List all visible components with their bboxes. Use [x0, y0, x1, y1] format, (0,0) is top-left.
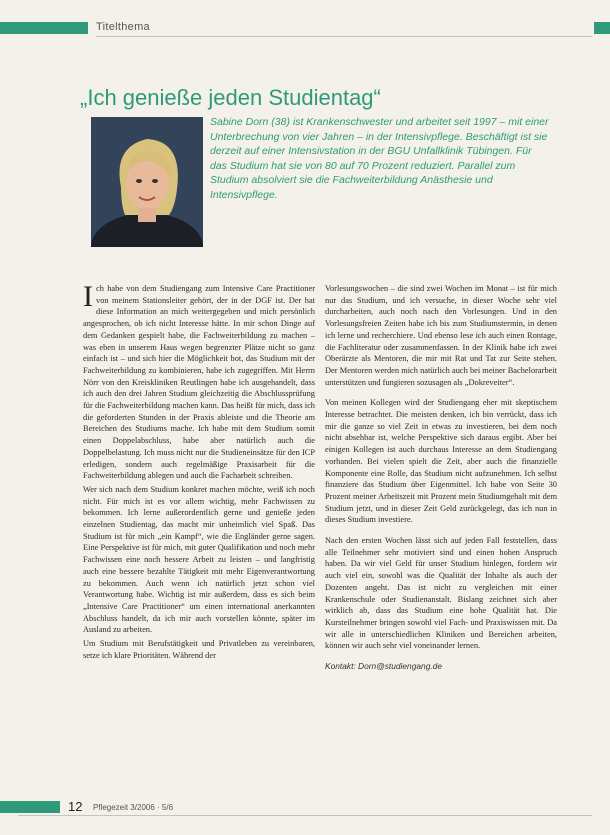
journal-name: Pflegezeit 3/2006 · 5/6: [93, 803, 174, 812]
article-column-right: [325, 283, 557, 673]
article-headline: „Ich genieße jeden Studientag“: [80, 84, 381, 110]
intro-text: Sabine Dorn (38) ist Krankenschwester und arbeitet seit 1997 – mit einer Unterbrechung von vier Jahren – in der Intensivpflege. Beschäftigt ist sie derzeit auf einer Intensivstation in der BGU Unfallklinik Tübingen. Für das Studium hat sie von 80 auf 70 Prozent reduziert. Parallel zum Studium absolviert sie die Fachweiterbildung Anästhesie und Intensivpflege.: [210, 116, 549, 201]
header-divider: [96, 36, 592, 37]
contact-credit: Kontakt: Dorn@studiengang.de: [325, 661, 442, 672]
article-intro: [210, 115, 550, 203]
footer-divider: [18, 815, 592, 816]
article-column-left: [83, 280, 315, 664]
page-number: 12: [68, 799, 83, 814]
portrait-photo: [91, 117, 203, 247]
section-color-bar-right: [594, 22, 610, 34]
portrait-image: [91, 117, 203, 247]
article-paragraph: Wer sich nach dem Studium konkret machen möchte, weiß ich noch nicht. Für mich ist es vor allem wichtig, mehr Fachwissen zu bekommen. Ich lerne außerordentlich gerne und genieße jeden einzelnen Studientag, das macht mir unheimlich viel Spaß. Das Studium ist für mich „ein Kampf“, wie die Engländer gerne sagen. Eine Perspektive ist für mich, mit guter Qualifikation und noch mehr Fachwissen eine noch bessere Arbeit zu leisten – und langfristig auch eine bessere bezahlte Tätigkeit mit mehr Eigenverantwortung zu bekommen. Auch wenn ich natürlich jetzt schon viel Verantwortung habe. Wichtig ist mir außerdem, dass es sich beim „Intensive Care Practitioner“ um einen international anerkannten Abschluss handelt, da ich mir auch vorstellen könnte, später im Ausland zu arbeiten.: [83, 484, 315, 635]
paragraph-text: ch habe von dem Studiengang zum Intensive Care Practitioner von meinem Stationsleiter gehört, der in der DGF ist. Der hat diese Information an mich weitergegeben und mich persönlich angesprochen, ob ich nicht Interesse hätte. In mir schon Dinge auf dem Gedanken gespielt habe, die Fachweiterbildung zu machen – was eben in unserem Haus wegen begrenzter Plätze nicht so ganz einfach ist – und sich hier die Möglichkeit bot, das Studium mit der Fachweiterbildung zu kombinieren, habe ich zugegriffen. Mit Herrn Nörr von den Kreiskliniken Reutlingen habe ich ausgehandelt, dass ich auch den drei Jahren Studium gleichzeitig die Abschlussprüfung für die Fachweiterbildung machen kann. Das heißt für mich, dass ich die geforderten Stunden in der Praxis ableiste und die Theorie am Bereichen des Studiums mache. Ich habe mit dem Studium somit einen Doppelabschluss, habe aber natürlich auch die Doppelbelastung. Ich muss nicht nur die Studieneinsätze für den ICP erledigen, sondern auch regelmäßige Praxisarbeit für die Fachweiterbildung ablegen und auch die Facharbeit schreiben.: [83, 284, 315, 481]
section-label: Titelthema: [96, 21, 150, 33]
article-paragraph: Nach den ersten Wochen lässt sich auf jeden Fall feststellen, dass alle Teilnehmer sehr motiviert sind und einen hohen Anspruch haben. Da wir viel Geld für unser Studium hinlegen, fordern wir auch viel ein, sowohl was die Qualität der Inhalte als auch der Dozenten angeht. Das ist nicht zu vergleichen mit einer Krankenschule oder Studienanstalt. Bislang zeichnet sich aber wirklich ab, dass das Studium eine hohe Qualität hat. Die Kursteilnehmer bringen sowohl viel Fach- und Praxiswissen mit. Da wir alle in unterschiedlichen Kliniken und Bereichen arbeiten, können wir auch sehr viel voneinander lernen.: [325, 536, 557, 651]
footer-color-bar: [0, 801, 60, 813]
section-color-bar: [0, 22, 88, 34]
article-paragraph: Vorlesungswochen – die sind zwei Wochen im Monat – ist für mich nur das Studium, und ich versuche, in dieser Woche sehr viel durcharbeiten, auch noch nach den Vorlesungen. Und in den Vorlesungsfreien Zeiten habe ich bis zum Studiumstermin, in denen ich lerne und recherchiere. Und ebenso lese ich auch einen Rontage, die Fachliteratur oder zusammenfassen. In der Klinik habe ich zwei Oberärzte als Mentoren, die mir mit Rat und Tat zur Seite stehen. Der Mentoren werden mich natürlich auch bei meiner Bachelorarbeit unterstützen und fungieren sozusagen als „Dokreveiter“.: [325, 284, 557, 387]
article-paragraph: Von meinen Kollegen wird der Studiengang eher mit skeptischem Interesse betrachtet. Die meisten denken, ich bin verrückt, dass ich mir die ganze so viel Zeit in etwas zu investieren, bei dem noch nicht absehbar ist, welche Perspektive sich daraus ergibt. Aber bei einigen Kollegen ist auch durchaus Interesse an dem Studiengang vorhanden. Bei vielen spielt die Zeit, aber auch die finanzielle Komponente eine Rolle, das Studium nicht aufzunehmen. Ich selbst finanziere das Studium über Eigenmittel. Ich habe von Seite 30 Prozent meiner Arbeitszeit mit Prozent mein Studiumgehalt mit dem Studium jetzt, und in dieser Zeit Geld zurückgelegt, das ich nun in dieses Studium investiere.: [325, 398, 557, 525]
article-paragraph: Um Studium mit Berufstätigkeit und Privatleben zu vereinbaren, setze ich klare Prioritäten. Während der: [83, 639, 315, 660]
article-paragraph: [83, 280, 315, 482]
drop-cap: I: [83, 280, 93, 313]
